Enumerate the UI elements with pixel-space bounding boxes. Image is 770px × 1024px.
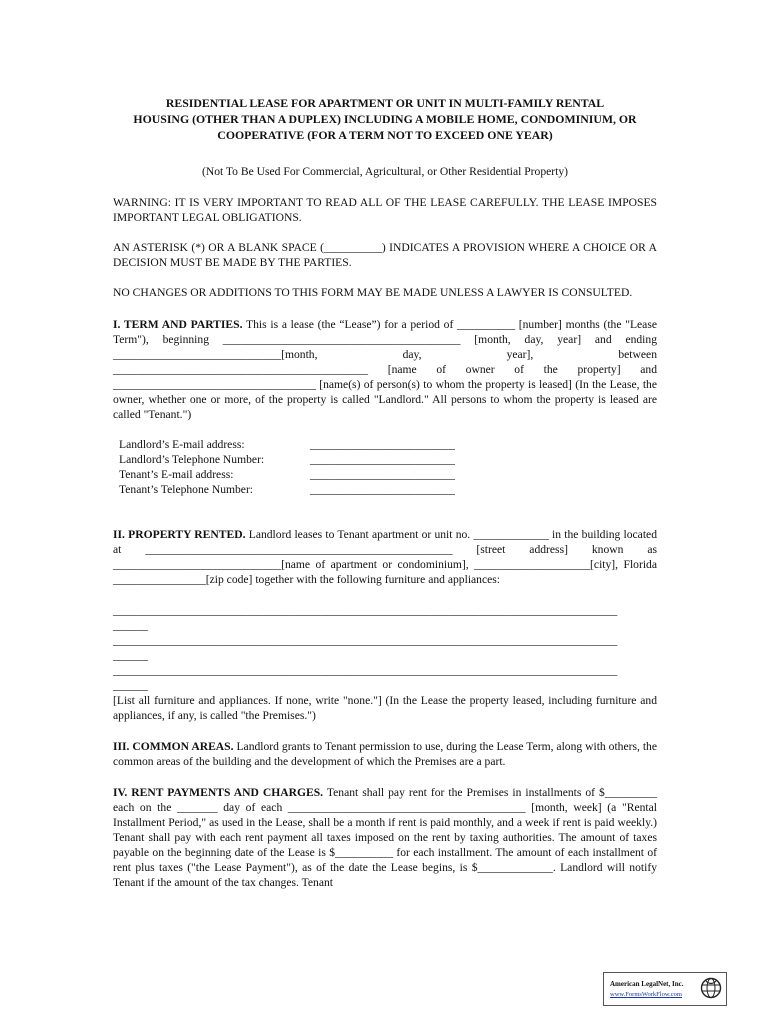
globe-logo-icon bbox=[700, 977, 722, 999]
section-property-heading: II. PROPERTY RENTED. bbox=[113, 528, 246, 541]
document-title-line-1: RESIDENTIAL LEASE FOR APARTMENT OR UNIT IN MULTI-FAMILY RENTAL bbox=[165, 96, 605, 110]
furniture-blank-lines bbox=[113, 603, 657, 693]
blank-line: _______________________________________________________________________________________ bbox=[113, 634, 618, 647]
warning-paragraph: WARNING: IT IS VERY IMPORTANT TO READ ALL OF THE LEASE CAREFULLY. THE LEASE IMPOSES IMPORTANT LEGAL OBLIGATIONS. bbox=[113, 196, 657, 224]
blank-line-tail: ______ bbox=[113, 649, 148, 662]
blank-line-tail: ______ bbox=[113, 679, 148, 692]
contact-blank: _________________________ bbox=[310, 483, 455, 496]
document-title-line-3: COOPERATIVE (FOR A TERM NOT TO EXCEED ONE YEAR) bbox=[217, 128, 553, 142]
section-rent-payments bbox=[113, 785, 657, 890]
section-rent-heading: IV. RENT PAYMENTS AND CHARGES. bbox=[113, 786, 324, 799]
section-property-body: Landlord leases to Tenant apartment or unit no. _____________ in the building located at _____________________________________________________ [street address] known as _____________________________[name of apartment or condominium], ____________________[city], Florida ________________[zip code] together with the following furniture and appliances: bbox=[113, 528, 657, 586]
section-term-heading: I. TERM AND PARTIES. bbox=[113, 318, 243, 331]
contact-blank: _________________________ bbox=[310, 468, 455, 481]
furniture-list-note: [List all furniture and appliances. If none, write "none."] (In the Lease the property leased, including furniture and appliances, if any, is called "the Premises.") bbox=[113, 694, 657, 722]
section-rent-body: Tenant shall pay rent for the Premises in installments of $_________ each on the _______ day of each _________________________________________ [month, week] (a "Rental Installment Period," as used in the Lease, shall be a month if rent is paid monthly, and a week if rent is paid weekly.) Tenant shall pay with each rent payment all taxes imposed on the rent by taxing authorities. The amount of taxes payable on the beginning date of the Lease is $__________ for each installment. The amount of each installment of rent plus taxes ("the Lease Payment"), as of the date the Lease begins, is $_____________. Landlord will notify Tenant if the amount of the tax changes. Tenant bbox=[113, 786, 658, 889]
section-property-rented bbox=[113, 527, 657, 587]
contact-label: Landlord’s E-mail address: bbox=[119, 438, 245, 451]
section-term-and-parties bbox=[113, 317, 657, 422]
contact-row bbox=[119, 452, 455, 467]
lease-document bbox=[113, 95, 657, 890]
blank-line: _______________________________________________________________________________________ bbox=[113, 604, 618, 617]
publisher-name: American LegalNet, Inc. bbox=[610, 980, 684, 988]
section-term-body: This is a lease (the “Lease”) for a period of __________ [number] months (the "Lease Term"), beginning _________________________________________ [month, day, year] and ending _____________________________[month, day, year], between ____________________________________________ [name of owner of the property] and ___________________________________ [name(s) of person(s) to whom the property is leased] (In the Lease, the owner, whether one or more, of the property is called "Landlord." All persons to whom the property is leased are called "Tenant.") bbox=[113, 318, 657, 421]
blank-line: _______________________________________________________________________________________ bbox=[113, 664, 618, 677]
contact-row bbox=[119, 437, 455, 452]
section-common-heading: III. COMMON AREAS. bbox=[113, 740, 234, 753]
publisher-link[interactable]: www.FormsWorkFlow.com bbox=[610, 991, 682, 998]
contact-label: Tenant’s Telephone Number: bbox=[119, 483, 254, 496]
contact-blank: _________________________ bbox=[310, 438, 455, 451]
blank-line-tail: ______ bbox=[113, 619, 148, 632]
section-common-body: Landlord grants to Tenant permission to use, during the Lease Term, along with others, the common areas of the building and the development of which the Premises are a part. bbox=[113, 740, 657, 768]
contact-info-table bbox=[119, 437, 455, 497]
contact-label: Landlord’s Telephone Number: bbox=[119, 453, 265, 466]
document-subtitle: (Not To Be Used For Commercial, Agricultural, or Other Residential Property) bbox=[201, 165, 569, 178]
contact-label: Tenant’s E-mail address: bbox=[119, 468, 234, 481]
footer-publisher-box bbox=[603, 972, 727, 1006]
asterisk-note-paragraph: AN ASTERISK (*) OR A BLANK SPACE (__________) INDICATES A PROVISION WHERE A CHOICE OR A DECISION MUST BE MADE BY THE PARTIES. bbox=[113, 241, 657, 269]
contact-row bbox=[119, 467, 455, 482]
contact-blank: _________________________ bbox=[310, 453, 455, 466]
document-title-line-2: HOUSING (OTHER THAN A DUPLEX) INCLUDING A MOBILE HOME, CONDOMINIUM, OR bbox=[133, 112, 637, 126]
section-common-areas bbox=[113, 739, 657, 769]
contact-row bbox=[119, 482, 455, 497]
no-changes-paragraph: NO CHANGES OR ADDITIONS TO THIS FORM MAY BE MADE UNLESS A LAWYER IS CONSULTED. bbox=[113, 286, 633, 299]
